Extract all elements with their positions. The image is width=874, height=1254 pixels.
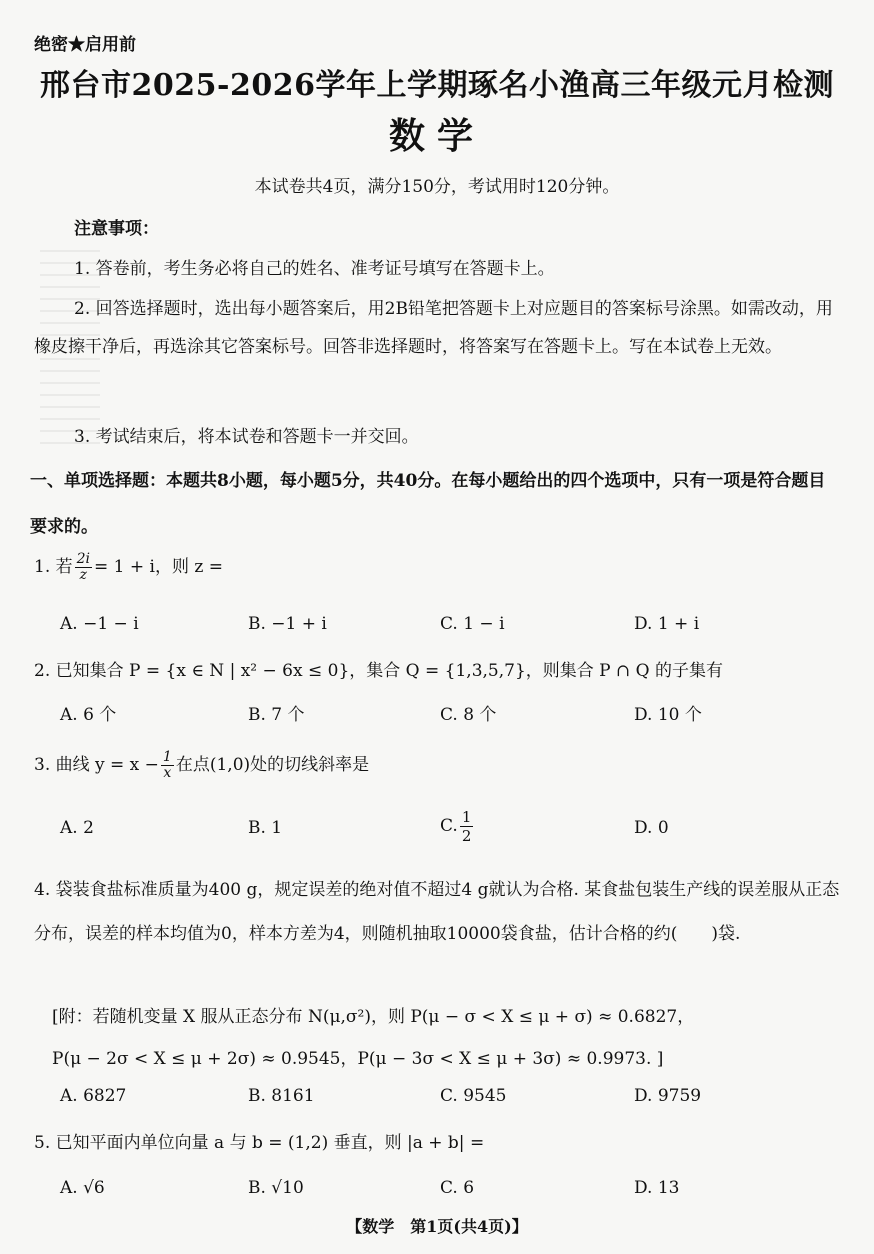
question-1-prefix: 1. 若 (34, 557, 73, 577)
fraction-denominator: x (163, 765, 172, 781)
fraction-numerator: 1 (162, 749, 172, 765)
notice-item-3: 3. 考试结束后，将本试卷和答题卡一并交回。 (74, 427, 419, 447)
fraction-denominator: z (79, 567, 88, 583)
confidential-label: 绝密★启用前 (34, 35, 136, 55)
question-5: 5. 已知平面内单位向量 a 与 b = (1,2) 垂直，则 |a + b| = (34, 1133, 485, 1153)
fraction-numerator: 1 (461, 808, 472, 826)
question-1-option-b: B. −1 + i (248, 614, 327, 634)
question-3-prefix: 3. 曲线 y = x − (34, 755, 159, 775)
option-c-label: C. (440, 816, 458, 836)
question-2-option-a: A. 6 个 (60, 705, 117, 725)
question-1-suffix: = 1 + i，则 z = (94, 557, 223, 577)
notice-heading: 注意事项： (74, 219, 159, 239)
question-4-option-a: A. 6827 (60, 1086, 127, 1106)
option-c-fraction (460, 808, 474, 845)
section-1-heading-text: 一、单项选择题：本题共8小题，每小题5分，共40分。在每小题给出的四个选项中，只有一项是符合题目要求的。 (30, 471, 826, 537)
question-3-option-b: B. 1 (248, 818, 283, 838)
question-3-option-c (440, 808, 475, 845)
exam-info: 本试卷共4页，满分150分，考试用时120分钟。 (254, 177, 620, 197)
page-footer: 【数学 第1页(共4页)】 (346, 1217, 528, 1236)
question-2-option-c: C. 8 个 (440, 705, 497, 725)
question-1 (34, 552, 223, 583)
question-5-option-b: B. √10 (248, 1178, 304, 1198)
question-3 (34, 750, 369, 781)
question-4: 4. 袋装食盐标准质量为400 g，规定误差的绝对值不超过4 g就认为合格. 某食盐包装生产线的误差服从正态分布，误差的样本均值为0，样本方差为4，则随机抽取10000袋食盐，估计合格的约( )袋. (34, 880, 840, 944)
notice-item-1: 1. 答卷前，考生务必将自己的姓名、准考证号填写在答题卡上。 (74, 259, 555, 279)
section-1-heading (30, 458, 842, 550)
question-4-note-line-1: [附：若随机变量 X 服从正态分布 N(μ,σ²)，则 P(μ − σ < X ≤ μ + σ) ≈ 0.6827， (52, 1007, 695, 1027)
fraction-denominator: 2 (461, 827, 472, 845)
question-4-option-b: B. 8161 (248, 1086, 315, 1106)
question-2-option-d: D. 10 个 (634, 705, 702, 725)
fraction-numerator: 2i (76, 551, 91, 567)
question-4-note-line-2: P(μ − 2σ < X ≤ μ + 2σ) ≈ 0.9545，P(μ − 3σ < X ≤ μ + 3σ) ≈ 0.9973. ] (52, 1049, 664, 1069)
question-2: 2. 已知集合 P = {x ∈ N | x² − 6x ≤ 0}，集合 Q = {1,3,5,7}，则集合 P ∩ Q 的子集有 (34, 661, 723, 681)
subject-title: 数学 (388, 115, 485, 157)
question-3-option-a: A. 2 (60, 818, 94, 838)
question-5-option-d: D. 13 (634, 1178, 680, 1198)
question-1-option-c: C. 1 − i (440, 614, 505, 634)
question-4-option-c: C. 9545 (440, 1086, 507, 1106)
question-2-option-b: B. 7 个 (248, 705, 305, 725)
question-1-fraction (75, 552, 92, 583)
question-1-option-a: A. −1 − i (60, 614, 139, 634)
notice-item-2: 2. 回答选择题时，选出每小题答案后，用2B铅笔把答题卡上对应题目的答案标号涂黑。如需改动，用橡皮擦干净后，再选涂其它答案标号。回答非选择题时，将答案写在答题卡上。写在本试卷上无效。 (34, 299, 833, 357)
question-3-suffix: 在点(1,0)处的切线斜率是 (175, 755, 370, 775)
question-1-option-d: D. 1 + i (634, 614, 700, 634)
question-4-option-d: D. 9759 (634, 1086, 702, 1106)
question-5-option-a: A. √6 (60, 1178, 105, 1198)
question-5-option-c: C. 6 (440, 1178, 475, 1198)
question-3-option-d: D. 0 (634, 818, 669, 838)
question-3-fraction (161, 750, 174, 781)
exam-title: 邢台市2025-2026学年上学期琢名小渔高三年级元月检测 (40, 68, 834, 103)
